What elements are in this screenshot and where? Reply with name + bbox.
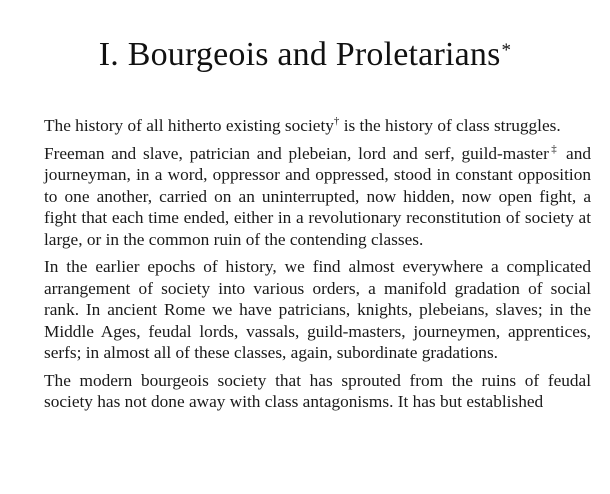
paragraph-text: Freeman and slave, patrician and plebeian, lord and serf, guild-master [44, 143, 549, 163]
paragraph-text: The modern bourgeois society that has sprouted from the ruins of feudal society has not done away with class antagonisms. It has but established [44, 370, 591, 411]
paragraph-text: is the history of class struggles. [339, 116, 561, 135]
chapter-title [0, 33, 610, 77]
paragraph-text: In the earlier epochs of history, we find almost everywhere a complicated arrangement of society into various orders, a manifold gradation of social rank. In ancient Rome we have patricians, knights, plebeians, slaves; in the Middle Ages, feudal lords, vassals, guild-masters, journeymen, apprentices, serfs; in almost all of these classes, again, subordinate gradations. [44, 257, 591, 362]
paragraph-4 [44, 370, 591, 413]
footnote-mark: † [333, 115, 340, 128]
paragraph-text: and journeyman, in a word, oppressor and oppressed, stood in constant opposition to one another, carried on an uninterrupted, now hidden, now open fight, a fight that each time ended, either in a revolutionary reconstitution of society at large, or in the common ruin of the contending classes. [44, 143, 591, 249]
paragraph-2 [44, 143, 591, 251]
title-footnote-mark: * [501, 40, 512, 61]
paragraph-1 [44, 115, 591, 137]
chapter-title-text: I. Bourgeois and Proletarians [98, 36, 501, 73]
paragraph-3 [44, 256, 591, 364]
body-text [44, 115, 591, 419]
paragraph-text: The history of all hitherto existing society [44, 116, 334, 135]
footnote-mark: ‡ [548, 142, 560, 155]
